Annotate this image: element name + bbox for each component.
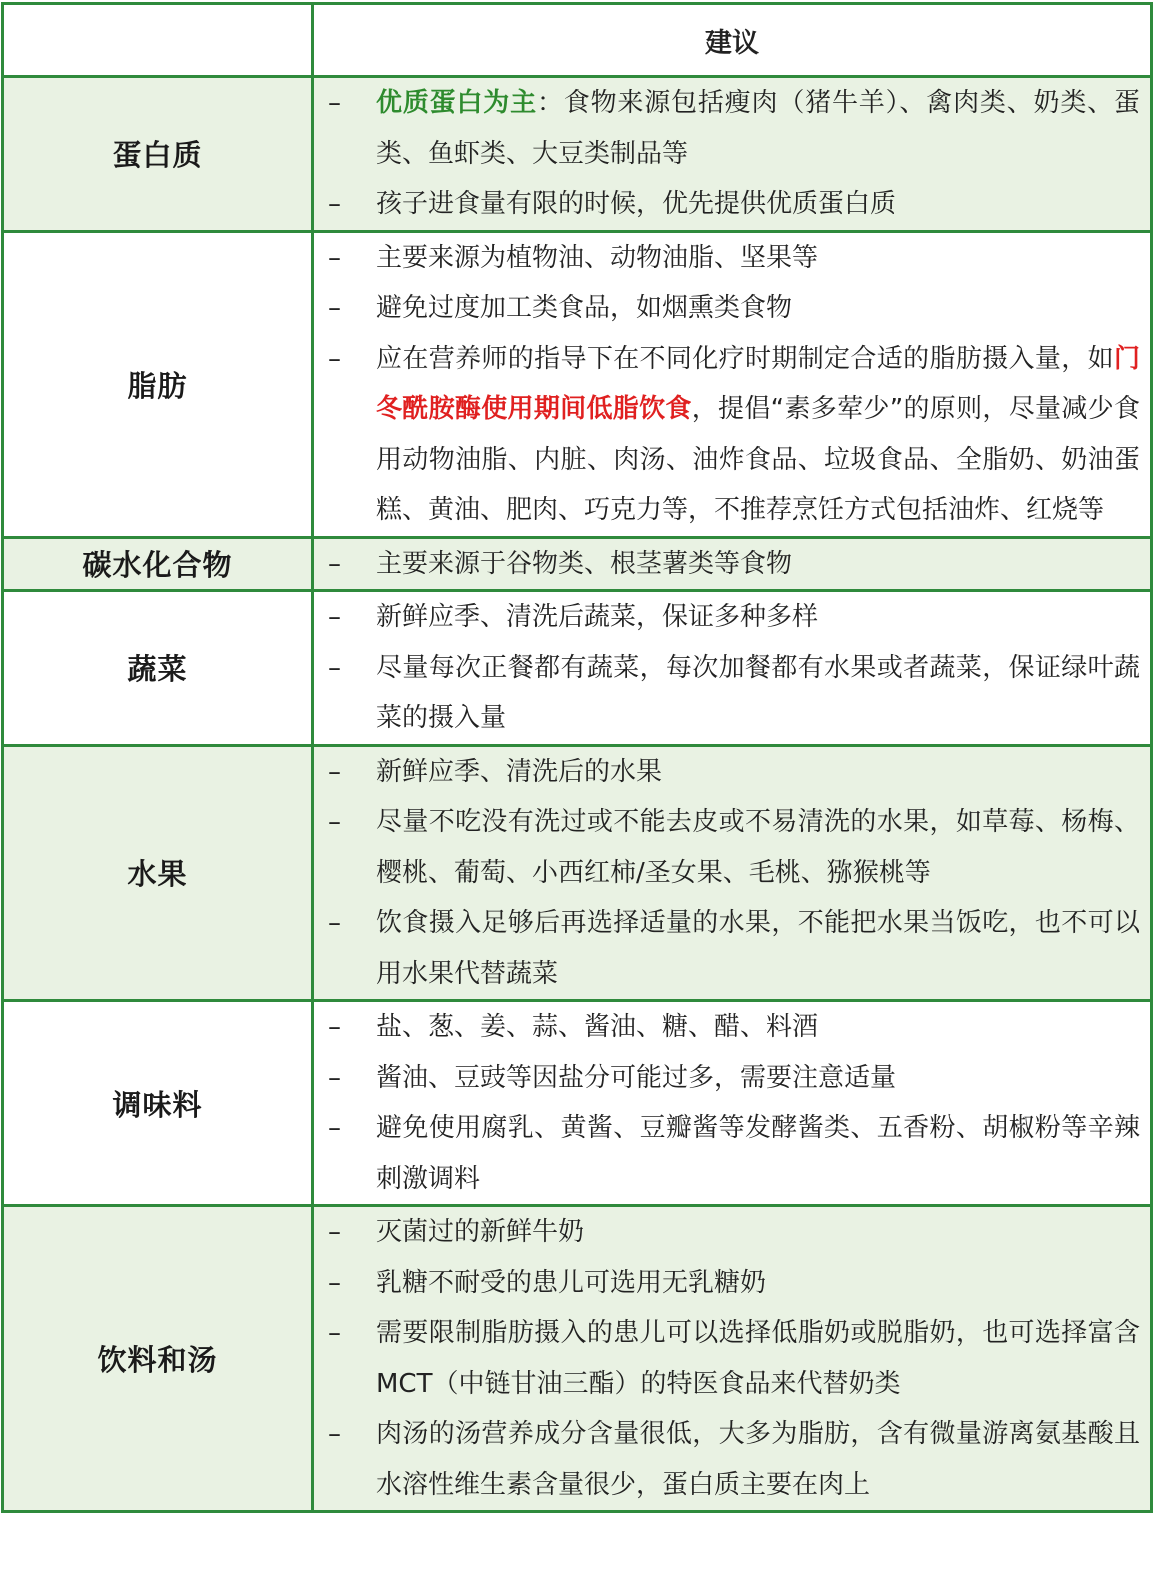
advice-text: 新鲜应季、清洗后的水果 — [376, 756, 663, 787]
advice-item — [314, 797, 1150, 898]
advice-text: 应在营养师的指导下在不同化疗时期制定合适的脂肪摄入量，如门冬酰胺酶使用期间低脂饮食，提倡“素多荤少”的原则，尽量减少食用动物油脂、内脏、肉汤、油炸食品、垃圾食品、全脂奶、奶油蛋糕、黄油、肥肉、巧克力等，不推荐烹饪方式包括油炸、红烧等 — [376, 343, 1140, 525]
bullet-dash: – — [328, 88, 341, 118]
bullet-dash: – — [328, 1113, 341, 1143]
category-cell: 调味料 — [3, 1001, 313, 1206]
advice-text: 乳糖不耐受的患儿可选用无乳糖奶 — [376, 1267, 767, 1298]
advice-item — [314, 747, 1150, 798]
advice-cell — [313, 77, 1152, 232]
advice-item — [314, 1053, 1150, 1104]
advice-item — [314, 643, 1150, 744]
category-cell: 蛋白质 — [3, 77, 313, 232]
advice-cell — [313, 1206, 1152, 1512]
advice-item — [314, 283, 1150, 334]
advice-item — [314, 1103, 1150, 1204]
advice-text: 新鲜应季、清洗后蔬菜，保证多种多样 — [376, 602, 819, 632]
advice-text: 尽量不吃没有洗过或不能去皮或不易清洗的水果，如草莓、杨梅、樱桃、葡萄、小西红柿/圣女果、毛桃、猕猴桃等 — [376, 807, 1140, 888]
bullet-dash: – — [328, 908, 341, 938]
advice-text: 需要限制脂肪摄入的患儿可以选择低脂奶或脱脂奶，也可选择富含 MCT（中链甘油三酯）的特医食品来代替奶类 — [376, 1318, 1140, 1399]
advice-text: 优质蛋白为主：食物来源包括瘦肉（猪牛羊）、禽肉类、奶类、蛋类、鱼虾类、大豆类制品等 — [376, 88, 1140, 169]
advice-item — [314, 592, 1150, 643]
advice-text: 酱油、豆豉等因盐分可能过多，需要注意适量 — [376, 1062, 897, 1093]
bullet-dash: – — [328, 1062, 341, 1093]
category-cell: 水果 — [3, 745, 313, 1001]
advice-cell — [313, 231, 1152, 537]
table-header-row — [3, 4, 1152, 77]
bullet-dash: – — [328, 1217, 341, 1247]
highlight-text: 门冬酰胺酶使用期间低脂饮食 — [376, 343, 1140, 424]
advice-text: 盐、葱、姜、蒜、酱油、糖、醋、料酒 — [376, 1012, 819, 1042]
advice-cell — [313, 537, 1152, 591]
advice-item — [314, 898, 1150, 999]
bullet-dash: – — [328, 1267, 341, 1298]
advice-text: 主要来源为植物油、动物油脂、坚果等 — [376, 242, 819, 273]
highlight-text: 优质蛋白为主 — [376, 88, 537, 118]
bullet-dash: – — [328, 1318, 341, 1348]
advice-item — [314, 1258, 1150, 1309]
advice-item — [314, 233, 1150, 284]
table-row — [3, 591, 1152, 746]
bullet-dash: – — [328, 242, 341, 273]
advice-cell — [313, 1001, 1152, 1206]
table-row — [3, 1001, 1152, 1206]
bullet-dash: – — [328, 807, 341, 837]
advice-item — [314, 1207, 1150, 1258]
advice-text: 避免过度加工类食品，如烟熏类食物 — [376, 293, 793, 323]
advice-text: 尽量每次正餐都有蔬菜，每次加餐都有水果或者蔬菜，保证绿叶蔬菜的摄入量 — [376, 652, 1140, 733]
advice-cell — [313, 745, 1152, 1001]
header-category-cell — [3, 4, 313, 77]
advice-text: 饮食摄入足够后再选择适量的水果，不能把水果当饭吃，也不可以用水果代替蔬菜 — [376, 908, 1140, 989]
table-row — [3, 231, 1152, 537]
bullet-dash: – — [328, 652, 341, 683]
diet-advice-table — [1, 2, 1153, 1513]
advice-item — [314, 1002, 1150, 1053]
advice-item — [314, 539, 1150, 590]
advice-item — [314, 78, 1150, 179]
bullet-dash: – — [328, 189, 341, 219]
table-row — [3, 1206, 1152, 1512]
table-body — [3, 77, 1152, 1512]
advice-item — [314, 1409, 1150, 1510]
bullet-dash: – — [328, 602, 341, 632]
bullet-dash: – — [328, 548, 341, 579]
advice-text: 肉汤的汤营养成分含量很低，大多为脂肪，含有微量游离氨基酸且水溶性维生素含量很少，蛋白质主要在肉上 — [376, 1419, 1140, 1500]
table-row — [3, 745, 1152, 1001]
category-cell: 脂肪 — [3, 231, 313, 537]
bullet-dash: – — [328, 756, 341, 787]
advice-text: 主要来源于谷物类、根茎薯类等食物 — [376, 548, 793, 579]
bullet-dash: – — [328, 1012, 341, 1042]
table-row — [3, 537, 1152, 591]
category-cell: 饮料和汤 — [3, 1206, 313, 1512]
category-cell: 碳水化合物 — [3, 537, 313, 591]
advice-text: 孩子进食量有限的时候，优先提供优质蛋白质 — [376, 189, 897, 219]
advice-item — [314, 334, 1150, 536]
bullet-dash: – — [328, 1419, 341, 1449]
bullet-dash: – — [328, 293, 341, 323]
bullet-dash: – — [328, 343, 341, 374]
table-row — [3, 77, 1152, 232]
advice-item — [314, 179, 1150, 230]
advice-item — [314, 1308, 1150, 1409]
advice-cell — [313, 591, 1152, 746]
advice-text: 避免使用腐乳、黄酱、豆瓣酱等发酵酱类、五香粉、胡椒粉等辛辣刺激调料 — [376, 1113, 1140, 1194]
category-cell: 蔬菜 — [3, 591, 313, 746]
advice-text: 灭菌过的新鲜牛奶 — [376, 1217, 585, 1247]
header-advice-cell: 建议 — [313, 4, 1152, 77]
